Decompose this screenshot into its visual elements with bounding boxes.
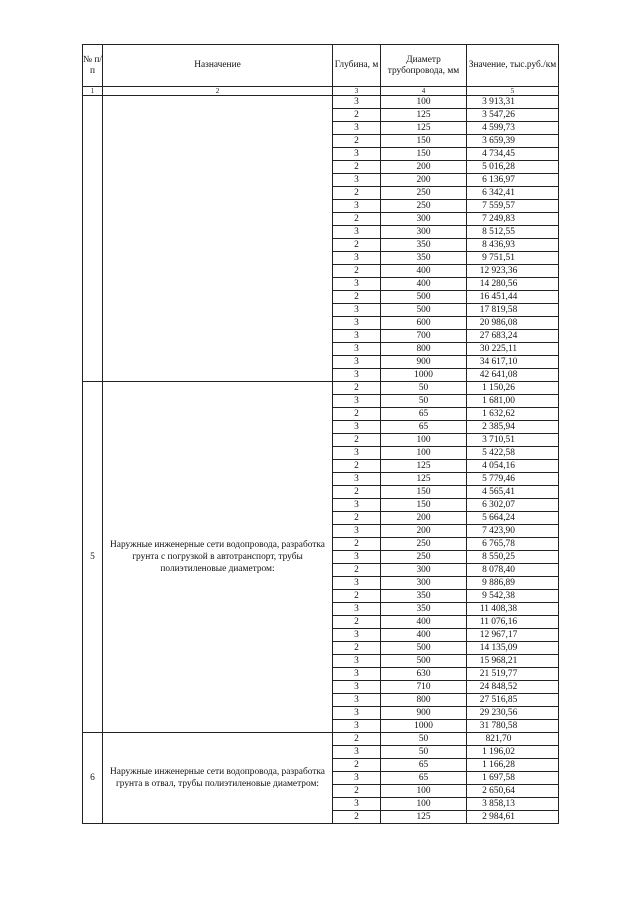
diameter-cell: 100	[381, 785, 467, 798]
depth-cell: 3	[333, 343, 381, 356]
diameter-cell: 350	[381, 252, 467, 265]
value-cell: 17 819,58	[467, 304, 559, 317]
value-cell: 6 136,97	[467, 174, 559, 187]
value-cell: 1 196,02	[467, 746, 559, 759]
value-cell: 12 923,36	[467, 265, 559, 278]
value-cell: 3 710,51	[467, 434, 559, 447]
value-cell: 24 848,52	[467, 681, 559, 694]
value-cell: 34 617,10	[467, 356, 559, 369]
depth-cell: 2	[333, 564, 381, 577]
diameter-cell: 250	[381, 187, 467, 200]
depth-cell: 3	[333, 421, 381, 434]
value-cell: 6 765,78	[467, 538, 559, 551]
value-cell: 2 984,61	[467, 811, 559, 824]
diameter-cell: 500	[381, 291, 467, 304]
value-cell: 20 986,08	[467, 317, 559, 330]
depth-cell: 2	[333, 382, 381, 395]
diameter-cell: 700	[381, 330, 467, 343]
value-cell: 1 697,58	[467, 772, 559, 785]
section-number	[83, 96, 103, 382]
header-row	[83, 45, 559, 87]
diameter-cell: 350	[381, 590, 467, 603]
diameter-cell: 125	[381, 473, 467, 486]
value-cell: 1 166,28	[467, 759, 559, 772]
depth-cell: 3	[333, 369, 381, 382]
diameter-cell: 150	[381, 135, 467, 148]
diameter-cell: 100	[381, 96, 467, 109]
table-row	[83, 382, 559, 395]
section-description: Наружные инженерные сети водопровода, разработка грунта в отвал, трубы полиэтиленовые диаметром:	[103, 733, 333, 824]
depth-cell: 3	[333, 252, 381, 265]
table-row	[83, 96, 559, 109]
value-cell: 5 664,24	[467, 512, 559, 525]
value-cell: 7 249,83	[467, 213, 559, 226]
value-cell: 27 516,85	[467, 694, 559, 707]
depth-cell: 3	[333, 473, 381, 486]
diameter-cell: 400	[381, 278, 467, 291]
diameter-cell: 300	[381, 226, 467, 239]
diameter-cell: 125	[381, 109, 467, 122]
value-cell: 4 734,45	[467, 148, 559, 161]
diameter-cell: 200	[381, 525, 467, 538]
value-cell: 8 078,40	[467, 564, 559, 577]
depth-cell: 3	[333, 772, 381, 785]
value-cell: 2 650,64	[467, 785, 559, 798]
diameter-cell: 200	[381, 174, 467, 187]
value-cell: 16 451,44	[467, 291, 559, 304]
depth-cell: 3	[333, 746, 381, 759]
section-description: Наружные инженерные сети водопровода, разработка грунта с погрузкой в автотранспорт, трубы полиэтиленовые диаметром:	[103, 382, 333, 733]
depth-cell: 3	[333, 226, 381, 239]
diameter-cell: 65	[381, 421, 467, 434]
value-cell: 7 559,57	[467, 200, 559, 213]
header-purpose: Назначение	[103, 45, 333, 87]
depth-cell: 3	[333, 655, 381, 668]
diameter-cell: 150	[381, 486, 467, 499]
depth-cell: 3	[333, 174, 381, 187]
depth-cell: 2	[333, 291, 381, 304]
value-cell: 9 751,51	[467, 252, 559, 265]
depth-cell: 2	[333, 785, 381, 798]
diameter-cell: 150	[381, 148, 467, 161]
diameter-cell: 400	[381, 629, 467, 642]
depth-cell: 2	[333, 512, 381, 525]
header-value: Значение, тыс.руб./км	[467, 45, 559, 87]
column-numbers-row	[83, 87, 559, 96]
value-cell: 9 542,38	[467, 590, 559, 603]
depth-cell: 2	[333, 616, 381, 629]
header-diameter: Диаметр трубопровода, мм	[381, 45, 467, 87]
diameter-cell: 800	[381, 343, 467, 356]
diameter-cell: 900	[381, 707, 467, 720]
diameter-cell: 65	[381, 772, 467, 785]
depth-cell: 2	[333, 408, 381, 421]
header-depth: Глубина, м	[333, 45, 381, 87]
diameter-cell: 200	[381, 161, 467, 174]
depth-cell: 2	[333, 460, 381, 473]
depth-cell: 3	[333, 96, 381, 109]
diameter-cell: 100	[381, 447, 467, 460]
value-cell: 42 641,08	[467, 369, 559, 382]
diameter-cell: 350	[381, 239, 467, 252]
value-cell: 21 519,77	[467, 668, 559, 681]
depth-cell: 2	[333, 642, 381, 655]
depth-cell: 2	[333, 733, 381, 746]
value-cell: 31 780,58	[467, 720, 559, 733]
diameter-cell: 400	[381, 616, 467, 629]
depth-cell: 3	[333, 603, 381, 616]
diameter-cell: 900	[381, 356, 467, 369]
depth-cell: 3	[333, 499, 381, 512]
column-number: 5	[467, 87, 559, 96]
diameter-cell: 125	[381, 811, 467, 824]
header-no: № п/п	[83, 45, 103, 87]
value-cell: 8 512,55	[467, 226, 559, 239]
value-cell: 11 408,38	[467, 603, 559, 616]
value-cell: 8 550,25	[467, 551, 559, 564]
column-number: 4	[381, 87, 467, 96]
depth-cell: 3	[333, 681, 381, 694]
value-cell: 27 683,24	[467, 330, 559, 343]
value-cell: 12 967,17	[467, 629, 559, 642]
diameter-cell: 350	[381, 603, 467, 616]
depth-cell: 3	[333, 278, 381, 291]
depth-cell: 2	[333, 239, 381, 252]
diameter-cell: 250	[381, 538, 467, 551]
diameter-cell: 65	[381, 759, 467, 772]
value-cell: 4 565,41	[467, 486, 559, 499]
depth-cell: 2	[333, 811, 381, 824]
depth-cell: 2	[333, 590, 381, 603]
diameter-cell: 65	[381, 408, 467, 421]
value-cell: 6 342,41	[467, 187, 559, 200]
value-cell: 30 225,11	[467, 343, 559, 356]
diameter-cell: 150	[381, 499, 467, 512]
depth-cell: 3	[333, 694, 381, 707]
table-body	[83, 96, 559, 824]
column-number: 3	[333, 87, 381, 96]
value-cell: 15 968,21	[467, 655, 559, 668]
depth-cell: 3	[333, 798, 381, 811]
diameter-cell: 100	[381, 434, 467, 447]
diameter-cell: 600	[381, 317, 467, 330]
diameter-cell: 250	[381, 551, 467, 564]
value-cell: 1 150,26	[467, 382, 559, 395]
diameter-cell: 300	[381, 213, 467, 226]
depth-cell: 3	[333, 317, 381, 330]
tariff-table	[82, 44, 559, 824]
value-cell: 7 423,90	[467, 525, 559, 538]
depth-cell: 3	[333, 629, 381, 642]
value-cell: 3 659,39	[467, 135, 559, 148]
depth-cell: 3	[333, 720, 381, 733]
depth-cell: 3	[333, 668, 381, 681]
depth-cell: 3	[333, 577, 381, 590]
diameter-cell: 630	[381, 668, 467, 681]
diameter-cell: 710	[381, 681, 467, 694]
depth-cell: 3	[333, 200, 381, 213]
value-cell: 5 422,58	[467, 447, 559, 460]
depth-cell: 3	[333, 707, 381, 720]
diameter-cell: 800	[381, 694, 467, 707]
diameter-cell: 300	[381, 577, 467, 590]
column-number: 2	[103, 87, 333, 96]
diameter-cell: 400	[381, 265, 467, 278]
diameter-cell: 125	[381, 460, 467, 473]
value-cell: 29 230,56	[467, 707, 559, 720]
value-cell: 3 547,26	[467, 109, 559, 122]
diameter-cell: 125	[381, 122, 467, 135]
depth-cell: 2	[333, 161, 381, 174]
diameter-cell: 500	[381, 304, 467, 317]
diameter-cell: 50	[381, 733, 467, 746]
section-number: 6	[83, 733, 103, 824]
value-cell: 4 599,73	[467, 122, 559, 135]
depth-cell: 2	[333, 109, 381, 122]
value-cell: 6 302,07	[467, 499, 559, 512]
value-cell: 1 681,00	[467, 395, 559, 408]
depth-cell: 2	[333, 538, 381, 551]
value-cell: 4 054,16	[467, 460, 559, 473]
diameter-cell: 250	[381, 200, 467, 213]
depth-cell: 3	[333, 447, 381, 460]
value-cell: 14 135,09	[467, 642, 559, 655]
depth-cell: 2	[333, 434, 381, 447]
depth-cell: 3	[333, 304, 381, 317]
depth-cell: 2	[333, 486, 381, 499]
depth-cell: 2	[333, 265, 381, 278]
depth-cell: 2	[333, 187, 381, 200]
value-cell: 1 632,62	[467, 408, 559, 421]
depth-cell: 2	[333, 759, 381, 772]
value-cell: 9 886,89	[467, 577, 559, 590]
value-cell: 8 436,93	[467, 239, 559, 252]
section-description	[103, 96, 333, 382]
depth-cell: 3	[333, 122, 381, 135]
value-cell: 5 779,46	[467, 473, 559, 486]
depth-cell: 2	[333, 135, 381, 148]
depth-cell: 3	[333, 330, 381, 343]
table-row	[83, 733, 559, 746]
value-cell: 3 913,31	[467, 96, 559, 109]
value-cell: 5 016,28	[467, 161, 559, 174]
column-number: 1	[83, 87, 103, 96]
value-cell: 2 385,94	[467, 421, 559, 434]
diameter-cell: 200	[381, 512, 467, 525]
diameter-cell: 1000	[381, 369, 467, 382]
depth-cell: 3	[333, 148, 381, 161]
diameter-cell: 100	[381, 798, 467, 811]
diameter-cell: 1000	[381, 720, 467, 733]
depth-cell: 3	[333, 395, 381, 408]
diameter-cell: 50	[381, 395, 467, 408]
depth-cell: 3	[333, 356, 381, 369]
section-number: 5	[83, 382, 103, 733]
diameter-cell: 300	[381, 564, 467, 577]
diameter-cell: 500	[381, 642, 467, 655]
value-cell: 3 858,13	[467, 798, 559, 811]
depth-cell: 2	[333, 213, 381, 226]
diameter-cell: 500	[381, 655, 467, 668]
diameter-cell: 50	[381, 746, 467, 759]
value-cell: 14 280,56	[467, 278, 559, 291]
diameter-cell: 50	[381, 382, 467, 395]
value-cell: 11 076,16	[467, 616, 559, 629]
depth-cell: 3	[333, 525, 381, 538]
depth-cell: 3	[333, 551, 381, 564]
value-cell: 821,70	[467, 733, 559, 746]
